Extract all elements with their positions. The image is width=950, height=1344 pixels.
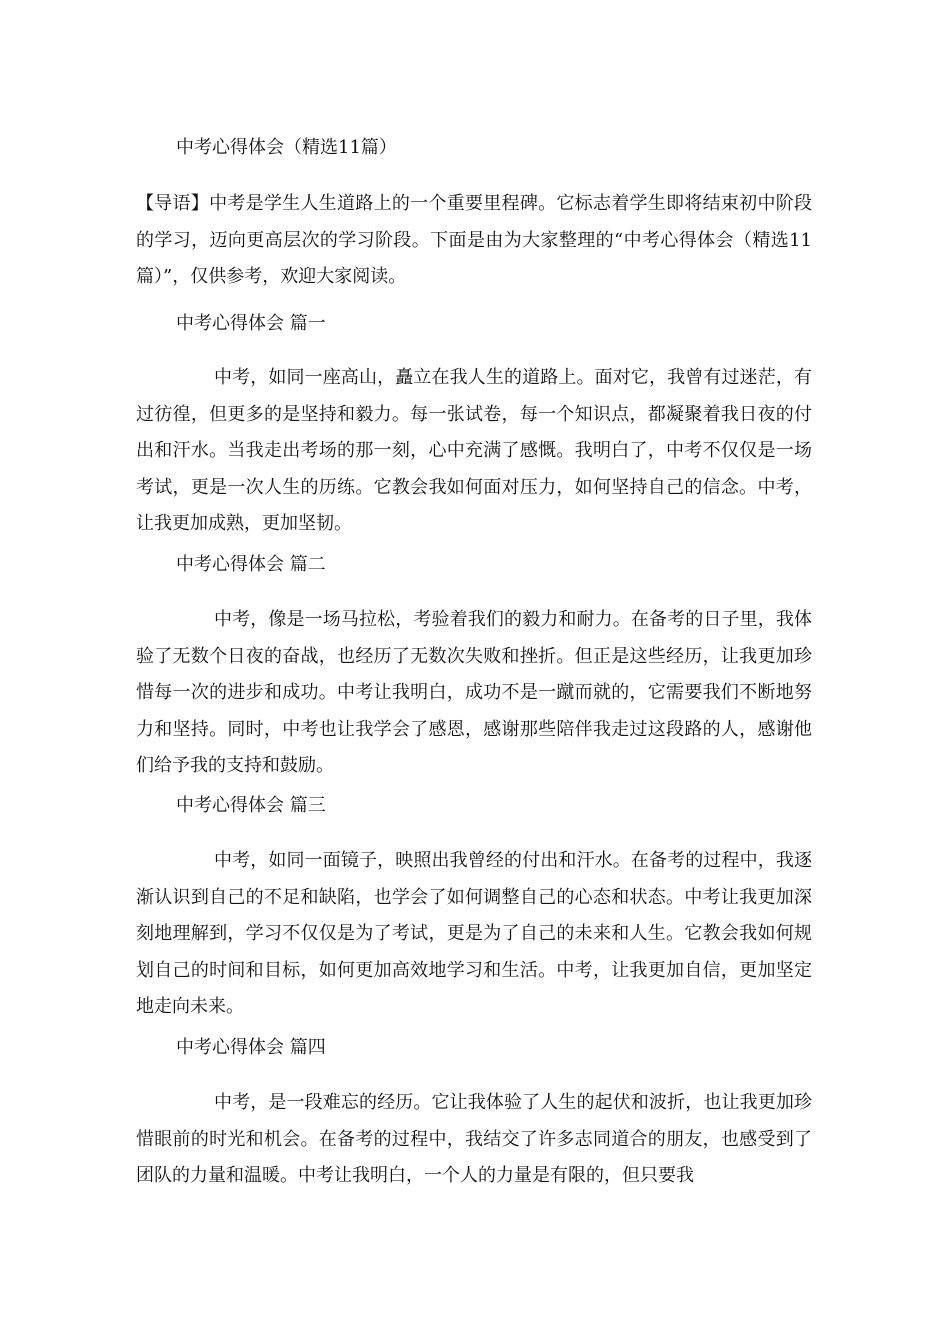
document-title: 中考心得体会（精选11篇）: [176, 137, 397, 158]
section-heading-2: 中考心得体会 篇二: [176, 554, 326, 575]
section-body-2: 中考，像是一场马拉松，考验着我们的毅力和耐力。在备考的日子里，我体验了无数个日夜的奋战，也经历了无数次失败和挫折。但正是这些经历，让我更加珍惜每一次的进步和成功。中考让我明白，成功不是一蹴而就的，它需要我们不断地努力和坚持。同时，中考也让我学会了感恩，感谢那些陪伴我走过这段路的人，感谢他们给予我的支持和鼓励。: [136, 609, 812, 776]
section-heading-4: 中考心得体会 篇四: [176, 1037, 326, 1058]
intro-paragraph: 【导语】中考是学生人生道路上的一个重要里程碑。它标志着学生即将结束初中阶段的学习，迈向更高层次的学习阶段。下面是由为大家整理的“中考心得体会（精选11篇）”，仅供参考，欢迎大家阅读。: [136, 193, 812, 287]
section-body-4: 中考，是一段难忘的经历。它让我体验了人生的起伏和波折，也让我更加珍惜眼前的时光和机会。在备考的过程中，我结交了许多志同道合的朋友，也感受到了团队的力量和温暖。中考让我明白，一个人的力量是有限的，但只要我: [136, 1092, 812, 1186]
section-body-1: 中考，如同一座高山，矗立在我人生的道路上。面对它，我曾有过迷茫，有过彷徨，但更多的是坚持和毅力。每一张试卷，每一个知识点，都凝聚着我日夜的付出和汗水。当我走出考场的那一刻，心中充满了感慨。我明白了，中考不仅仅是一场考试，更是一次人生的历练。它教会我如何面对压力，如何坚持自己的信念。中考，让我更加成熟，更加坚韧。: [136, 367, 812, 534]
section-heading-1: 中考心得体会 篇一: [176, 313, 326, 334]
section-body-3: 中考，如同一面镜子，映照出我曾经的付出和汗水。在备考的过程中，我逐渐认识到自己的不足和缺陷，也学会了如何调整自己的心态和状态。中考让我更加深刻地理解到，学习不仅仅是为了考试，更是为了自己的未来和人生。它教会我如何规划自己的时间和目标，如何更加高效地学习和生活。中考，让我更加自信，更加坚定地走向未来。: [136, 850, 812, 1017]
section-heading-3: 中考心得体会 篇三: [176, 795, 326, 816]
